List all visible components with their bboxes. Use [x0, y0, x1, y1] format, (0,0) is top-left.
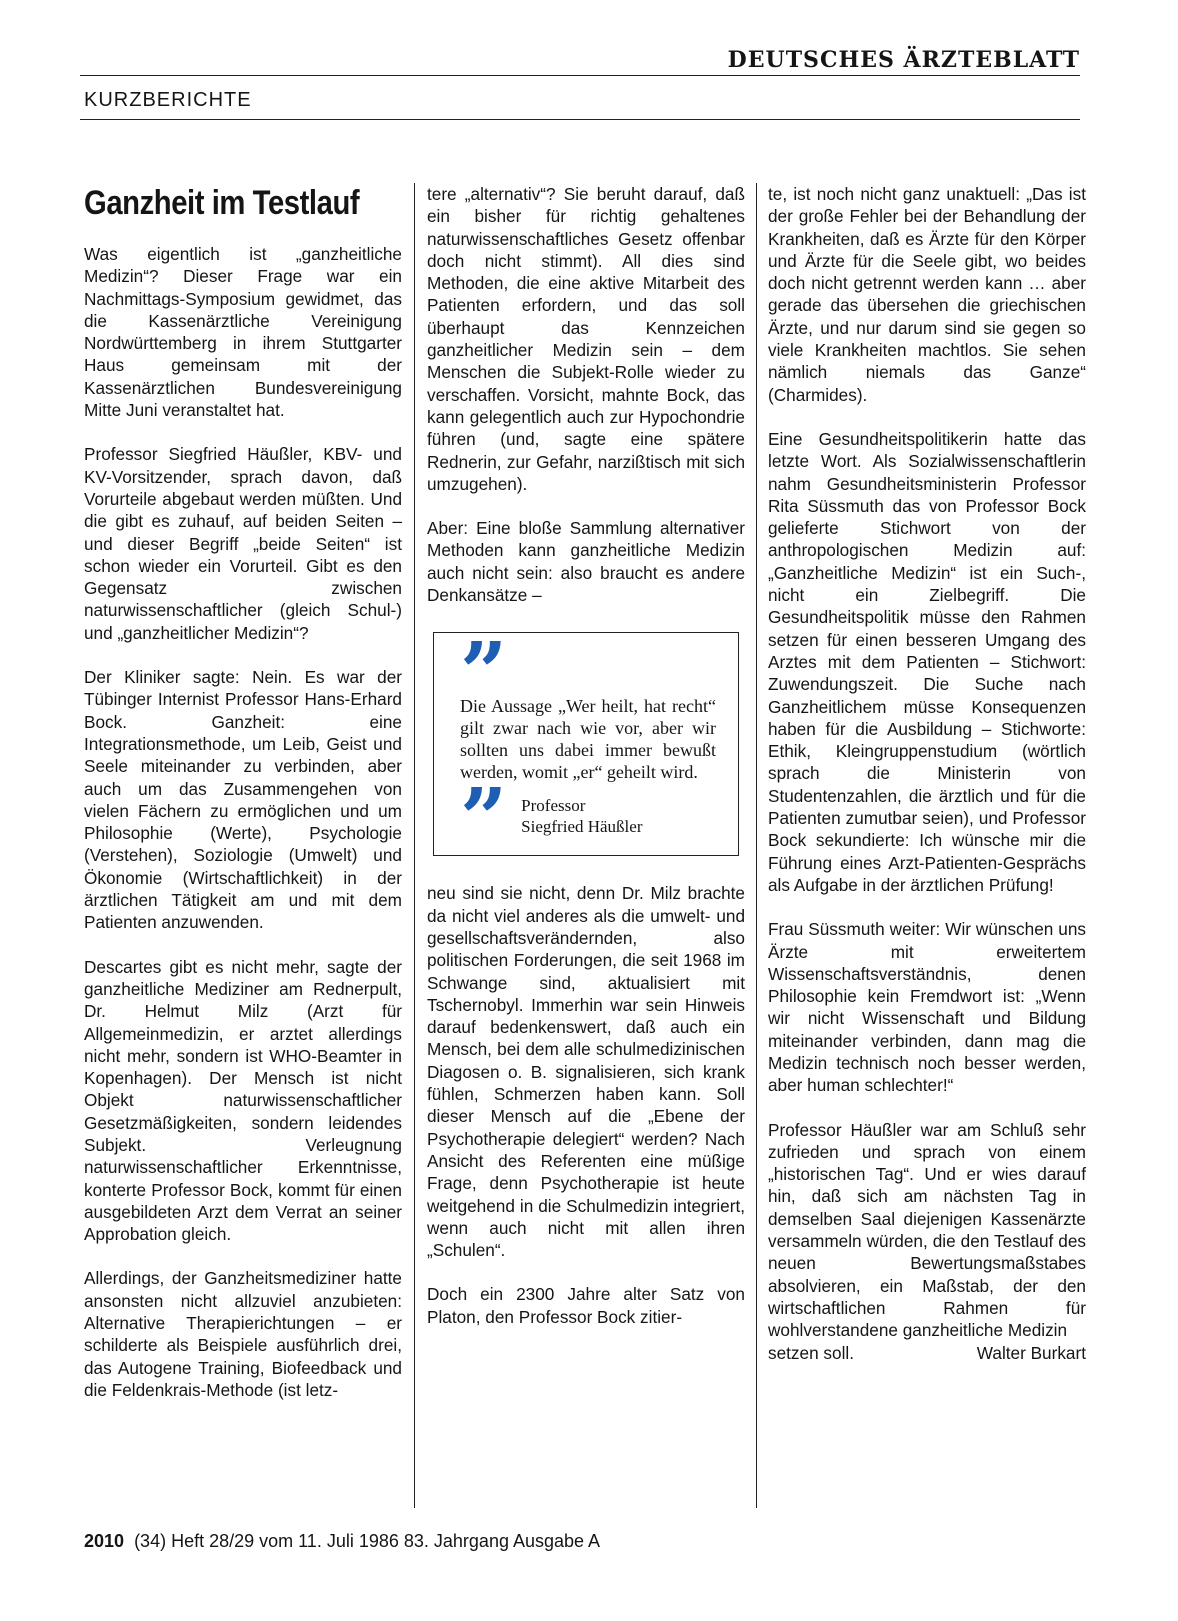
- masthead: DEUTSCHES ÄRZTEBLATT: [727, 47, 1080, 73]
- article-headline: Ganzheit im Testlauf: [84, 184, 360, 222]
- paragraph: Frau Süssmuth weiter: Wir wünschen uns Ärzte mit erweitertem Wissenschaftsverständnis, denen Philosophie kein Fremdwort ist: „Wenn wir nicht Wissenschaft und Bildung miteinander verbinden, dann mag die Medizin technisch noch besser werden, aber human schlechter!“: [768, 919, 1086, 1096]
- masthead-rule: [80, 75, 1080, 76]
- paragraph: Allerdings, der Ganzheitsmediziner hatte ansonsten nicht allzuviel anzubieten: Alternative Therapierichtungen – er schilderte als Beispiele ausführlich drei, das Autogene Training, Biofeedback und die Feldenkrais-Methode (ist letz-: [84, 1268, 402, 1400]
- article-author: Walter Burkart: [976, 1342, 1086, 1363]
- issue-citation: (34) Heft 28/29 vom 11. Juli 1986 83. Jahrgang Ausgabe A: [134, 1531, 601, 1551]
- paragraph: Der Kliniker sagte: Nein. Es war der Tübinger Internist Professor Hans-Erhard Bock. Ganzheit: eine Integrationsmethode, um Leib, Geist und Seele miteinander zu verbinden, aber auch um das Zusammengehen von vielen Fächern zu ermöglichen und um Philosophie (Werte), Psychologie (Verstehen), Soziologie (Umwelt) und Ökonomie (Wirtschaftlichkeit) in der ärztlichen Tätigkeit am und mit dem Patienten anzuwenden.: [84, 667, 402, 933]
- article-column-2: [427, 183, 745, 1328]
- paragraph: Aber: Eine bloße Sammlung alternativer Methoden kann ganzheitliche Medizin auch nicht sein: also braucht es andere Denkansätze –: [427, 518, 745, 606]
- column-divider-2: [756, 183, 757, 1508]
- pull-quote-author: [521, 795, 642, 837]
- paragraph: Was eigentlich ist „ganzheitliche Medizin“? Dieser Frage war ein Nachmittags-Symposium gewidmet, das die Kassenärztliche Vereinigung Nordwürttemberg in ihrem Stuttgarter Haus gemeinsam mit der Kassenärztlichen Bundesvereinigung Mitte Juni veranstaltet hat.: [84, 244, 402, 421]
- paragraph: Doch ein 2300 Jahre alter Satz von Platon, den Professor Bock zitier-: [427, 1284, 745, 1327]
- paragraph: te, ist noch nicht ganz unaktuell: „Das ist der große Fehler bei der Behandlung der Krankheiten, daß es Ärzte für den Körper und Ärzte für die Seele gibt, wo beides doch nicht getrennt werden kann … aber gerade das übersehen die griechischen Ärzte, und nur darum sind sie gegen so viele Krankheiten machtlos. Sie sehen nämlich niemals das Ganze“ (Charmides).: [768, 184, 1086, 405]
- page-footer: [84, 1530, 600, 1552]
- paragraph: Eine Gesundheitspolitikerin hatte das letzte Wort. Als Sozialwissenschaftlerin nahm Gesundheitsministerin Professor Rita Süssmuth das von Professor Bock gelieferte Stichwort von der anthropologischen Medizin auf: „Ganzheitliche Medizin“ ist ein Such-, nicht ein Zielbegriff. Die Gesundheitspolitik müsse den Rahmen setzen für einen besseren Umgang des Arztes mit dem Patienten – Stichwort: Zuwendungszeit. Die Suche nach Ganzheitlichem müsse Konsequenzen haben für die Ausbildung – Stichworte: Ethik, Kleingruppenstudium (wörtlich sprach die Ministerin von Studentenzahlen, die ärztlich und für die Patienten zumutbar seien), und Professor Bock sekundierte: Ich wünsche mir die Führung eines Arzt-Patienten-Gesprächs als Aufgabe in der ärztlichen Prüfung!: [768, 428, 1086, 895]
- paragraph: Descartes gibt es nicht mehr, sagte der ganzheitliche Mediziner am Rednerpult, Dr. Helmut Milz (Arzt für Allgemeinmedizin, er arztet allerdings nicht mehr, sondern ist WHO-Beamter in Kopenhagen). Der Mensch ist nicht Objekt naturwissenschaftlicher Gesetzmäßigkeiten, sondern leidendes Subjekt. Verleugnung naturwissenschaftlicher Erkenntnisse, konterte Professor Bock, kommt für einen ausgebildeten Arzt dem Verrat an seiner Approbation gleich.: [84, 956, 402, 1245]
- paragraph: Professor Häußler war am Schluß sehr zufrieden und sprach von einem „historischen Tag“. Und er wies darauf hin, daß sich am nächsten Tag in demselben Saal diejenigen Kassenärzte versammeln würden, die den Testlauf des neuen Bewertungsmaßstabes absolvieren, ein Maßstab, der den wirtschaftlichen Rahmen für wohlverstandene ganzheitliche Medizin: [768, 1119, 1086, 1341]
- paragraph: neu sind sie nicht, denn Dr. Milz brachte da nicht viel anderes als die umwelt- und gesellschaftsverändernden, also politischen Forderungen, die seit 1968 im Schwange sind, aktualisiert mit Tschernobyl. Immerhin war sein Hinweis darauf bedenkenswert, daß auch ein Mensch, bei dem alle schulmedizinischen Diagosen o. B. signalisieren, sich krank fühlen, Schmerzen haben kann. Soll dieser Mensch auf die „Ebene der Psychotherapie delegiert“ werden? Nach Ansicht des Referenten eine müßige Frage, denn Psychotherapie ist heute weitgehend in die Schulmedizin integriert, wenn auch nicht mit allen ihren „Schulen“.: [427, 883, 745, 1261]
- article-column-1: [84, 183, 402, 1401]
- closing-text: setzen soll.: [768, 1342, 854, 1363]
- column-divider-1: [414, 183, 415, 1508]
- closing-line: [768, 1342, 1086, 1364]
- section-rule: [80, 119, 1080, 120]
- article-column-3: [768, 183, 1086, 1364]
- pull-quote-attribution: [460, 771, 716, 868]
- pull-quote-text: Die Aussage „Wer heilt, hat recht“ gilt zwar nach wie vor, aber wir sollten uns dabei immer bewußt werden, womit „er“ geheilt wird.: [460, 696, 716, 783]
- pull-quote-author-name: Siegfried Häußler: [521, 817, 643, 837]
- page-number: 2010: [84, 1531, 125, 1551]
- pull-quote-box: [433, 625, 739, 868]
- pull-quote-author-title: Professor: [521, 796, 586, 816]
- paragraph: tere „alternativ“? Sie beruht darauf, daß ein bisher für richtig gehaltenes naturwissenschaftliches Gesetz offenbar doch nicht stimmt). All dies sind Methoden, die eine aktive Mitarbeit des Patienten erfordern, und das soll überhaupt das Kennzeichen ganzheitlicher Medizin sein – dem Menschen die Subjekt-Rolle wieder zu verschaffen. Vorsicht, mahnte Bock, das kann gelegentlich auch zur Hypochondrie führen (und, sagte eine spätere Rednerin, zur Gefahr, narzißtisch mit sich umzugehen).: [427, 184, 745, 494]
- opening-quote-mark-icon: ”: [460, 625, 502, 722]
- paragraph: Professor Siegfried Häußler, KBV- und KV-Vorsitzender, sprach davon, daß Vorurteile abgebaut werden müßten. Und die gibt es zuhauf, auf beiden Seiten – und dieser Begriff „beide Seiten“ ist schon wieder ein Vorurteil. Gibt es den Gegensatz zwischen naturwissenschaftlicher (gleich Schul-) und „ganzheitlicher Medizin“?: [84, 444, 402, 643]
- closing-quote-mark-icon: ”: [460, 771, 502, 868]
- section-label: KURZBERICHTE: [84, 89, 252, 111]
